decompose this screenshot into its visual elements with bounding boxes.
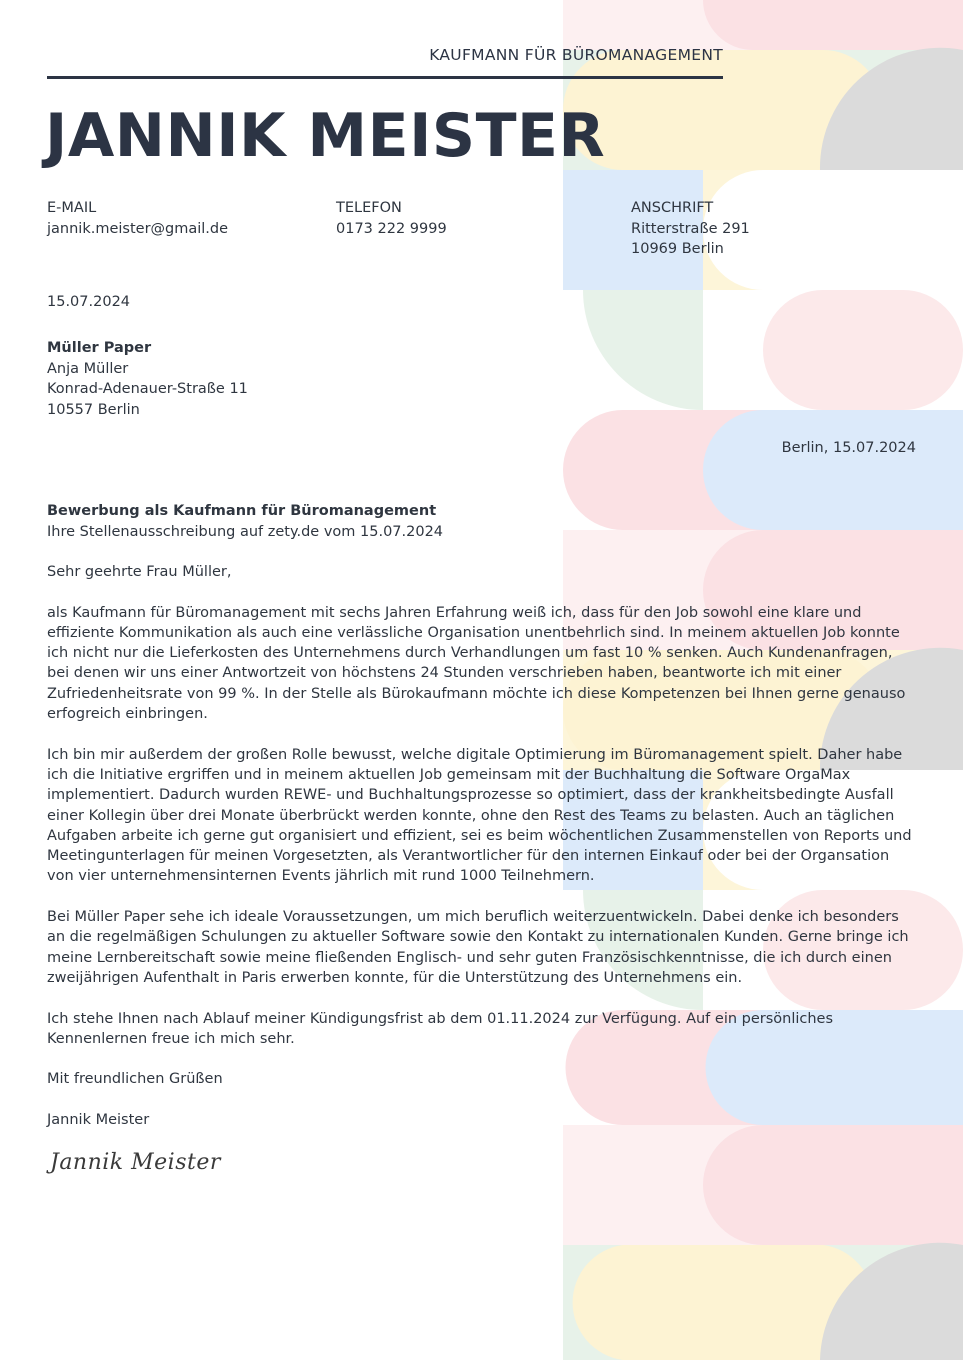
email-value: jannik.meister@gmail.de <box>47 220 229 237</box>
address-label: ANSCHRIFT <box>631 200 714 216</box>
recipient-city: 10557 Berlin <box>47 401 140 418</box>
address-line-2: 10969 Berlin <box>631 241 724 257</box>
recipient-company: Müller Paper <box>47 340 152 356</box>
salutation: Sehr geehrte Frau Müller, <box>47 564 232 580</box>
contact-email <box>47 198 228 239</box>
email-label: E-MAIL <box>47 200 97 216</box>
letter-body <box>47 562 917 1151</box>
recipient-person: Anja Müller <box>47 360 129 377</box>
contact-phone <box>336 198 447 239</box>
phone-label: TELEFON <box>336 200 402 216</box>
recipient-block <box>47 338 248 420</box>
header-divider <box>47 76 723 79</box>
sender-name: Jannik Meister <box>47 1112 150 1129</box>
contact-address <box>631 198 750 260</box>
letter-date: 15.07.2024 <box>47 294 131 310</box>
handwritten-signature: Jannik Meister <box>50 1150 221 1175</box>
paragraph-3: Bei Müller Paper sehe ich ideale Voraussetzungen, um mich beruflich weiterzuentwickeln. Dabei denke ich besonders an die regelmäßigen Schulungen zu aktueller Software sowie den Kontakt zu internationalen Kunden. Gerne bringe ich meine Lernbereitschaft sowie meine fließenden Englisch- und sehr guten Französischkenntnisse, die ich durch einen zweijährigen Aufenthalt in Paris erwerben konnte, für die Unterstützung des Unternehmens ein. <box>47 909 909 986</box>
subject-block <box>47 501 443 542</box>
place-date: Berlin, 15.07.2024 <box>781 440 916 456</box>
closing: Mit freundlichen Grüßen <box>47 1071 223 1088</box>
paragraph-4: Ich stehe Ihnen nach Ablauf meiner Kündigungsfrist ab dem 01.11.2024 zur Verfügung. Auf ein persönliches Kennenlernen freue ich mich sehr. <box>47 1010 834 1047</box>
subject-reference: Ihre Stellenausschreibung auf zety.de vom 15.07.2024 <box>47 523 444 540</box>
paragraph-1: als Kaufmann für Büromanagement mit sechs Jahren Erfahrung weiß ich, dass für den Job sowohl eine klare und effiziente Kommunikation als auch eine verlässliche Organisation unentbehrlich sind. In meinem aktuellen Job konnte ich nicht nur die Lieferkosten des Unternehmens durch Verhandlungen um fast 10 % senken. Auch Kundenanfragen, bei denen wir uns einer Antwortzeit von höchstens 24 Stunden verschrieben haben, beantworte ich mit einer Zufriedenheitsrate von 99 %. In der Stelle als Bürokaufmann möchte ich diese Kompetenzen bei Ihnen gerne genauso erfogreich einbringen. <box>47 604 906 723</box>
address-line-1: Ritterstraße 291 <box>631 220 750 237</box>
recipient-street: Konrad-Adenauer-Straße 11 <box>47 381 248 397</box>
paragraph-2: Ich bin mir außerdem der großen Rolle bewusst, welche digitale Optimierung im Büromanagement spielt. Daher habe ich die Initiative ergriffen und in meinem aktuellen Job gemeinsam mit der Buchhaltung die Software OrgaMax implementiert. Dadurch wurden REWE- und Buchhaltungsprozesse so optimiert, dass der krankheitsbedingte Ausfall einer Kollegin über drei Monate überbrückt werden konnte, ohne den Rest des Teams zu belasten. Auch an täglichen Aufgaben arbeite ich gerne gut organisiert und effizient, sei es beim wöchentlichen Zusammenstellen von Reports und Meetingunterlagen für meinen Vorgesetzten, als Verantwortlicher für den internen Einkauf oder bei der Organsation von vier unternehmensinternen Events jährlich mit rund 1000 Teilnehmern. <box>47 746 912 885</box>
job-title: KAUFMANN FÜR BÜROMANAGEMENT <box>429 46 723 64</box>
applicant-name: JANNIK MEISTER <box>45 101 606 171</box>
phone-value: 0173 222 9999 <box>336 220 447 237</box>
subject-title: Bewerbung als Kaufmann für Büromanagement <box>47 503 437 519</box>
